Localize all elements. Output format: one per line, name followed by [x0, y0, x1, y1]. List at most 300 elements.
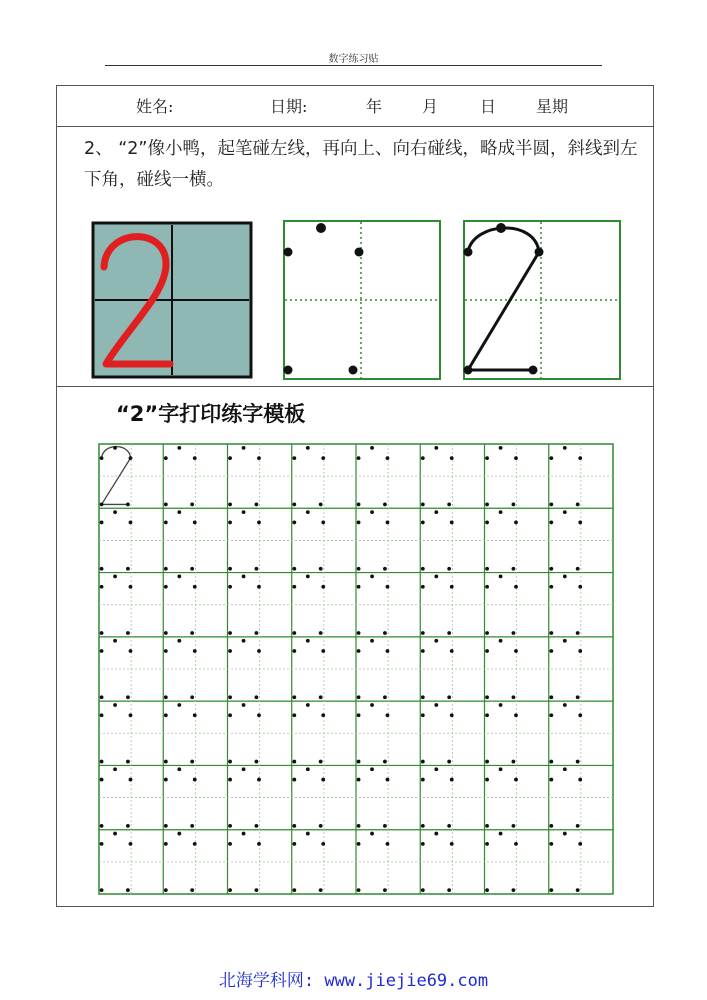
grid-guide-dot	[421, 824, 425, 828]
grid-guide-dot	[193, 713, 197, 717]
grid-guide-dot	[514, 456, 518, 460]
grid-guide-dot	[563, 510, 567, 514]
guide-dot	[464, 248, 473, 257]
grid-guide-dot	[499, 703, 503, 707]
grid-guide-dot	[242, 510, 246, 514]
grid-guide-dot	[228, 695, 232, 699]
grid-guide-dot	[306, 510, 310, 514]
grid-guide-dot	[193, 649, 197, 653]
grid-guide-dot	[129, 585, 133, 589]
grid-guide-dot	[383, 503, 387, 507]
grid-guide-dot	[190, 631, 194, 635]
grid-guide-dot	[100, 585, 104, 589]
grid-guide-dot	[319, 888, 323, 892]
grid-guide-dot	[292, 778, 296, 782]
grid-guide-dot	[228, 842, 232, 846]
grid-guide-dot	[499, 446, 503, 450]
grid-guide-dot	[177, 510, 181, 514]
grid-guide-dot	[563, 575, 567, 579]
grid-guide-dot	[164, 888, 168, 892]
grid-guide-dot	[100, 778, 104, 782]
grid-guide-dot	[485, 456, 489, 460]
grid-guide-dot	[512, 888, 516, 892]
grid-guide-dot	[319, 631, 323, 635]
grid-guide-dot	[578, 713, 582, 717]
grid-guide-dot	[190, 503, 194, 507]
grid-guide-dot	[177, 832, 181, 836]
grid-guide-dot	[193, 778, 197, 782]
stroke-guide-box	[463, 220, 621, 380]
grid-guide-dot	[370, 767, 374, 771]
grid-guide-dot	[164, 778, 168, 782]
day-label: 日	[480, 97, 497, 116]
grid-guide-dot	[370, 510, 374, 514]
grid-guide-dot	[292, 631, 296, 635]
grid-guide-dot	[386, 778, 390, 782]
grid-guide-dot	[549, 631, 553, 635]
grid-guide-dot	[319, 760, 323, 764]
grid-guide-dot	[228, 521, 232, 525]
grid-guide-dot	[321, 521, 325, 525]
grid-guide-dot	[255, 631, 259, 635]
grid-guide-dot	[447, 760, 451, 764]
grid-guide-dot	[386, 842, 390, 846]
grid-guide-dot	[421, 695, 425, 699]
grid-guide-dot	[485, 778, 489, 782]
grid-guide-dot	[549, 567, 553, 571]
grid-guide-dot	[164, 713, 168, 717]
row-divider	[56, 126, 654, 127]
grid-guide-dot	[193, 521, 197, 525]
guide-dot	[529, 366, 538, 375]
grid-guide-dot	[450, 456, 454, 460]
grid-guide-dot	[434, 510, 438, 514]
grid-guide-dot	[450, 842, 454, 846]
grid-guide-dot	[126, 503, 130, 507]
grid-guide-dot	[129, 456, 133, 460]
grid-guide-dot	[421, 778, 425, 782]
grid-guide-dot	[485, 824, 489, 828]
grid-guide-dot	[242, 832, 246, 836]
grid-guide-dot	[242, 446, 246, 450]
grid-guide-dot	[100, 713, 104, 717]
grid-guide-dot	[228, 585, 232, 589]
grid-guide-dot	[421, 521, 425, 525]
grid-guide-dot	[292, 521, 296, 525]
guide-dot	[355, 248, 364, 257]
grid-guide-dot	[292, 585, 296, 589]
grid-guide-dot	[228, 888, 232, 892]
grid-guide-dot	[193, 842, 197, 846]
grid-guide-dot	[319, 567, 323, 571]
grid-guide-dot	[100, 649, 104, 653]
grid-guide-dot	[292, 760, 296, 764]
grid-guide-dot	[386, 521, 390, 525]
guide-dot	[496, 223, 506, 233]
template-title: “2”字打印练字模板	[116, 402, 306, 426]
grid-guide-dot	[126, 760, 130, 764]
grid-guide-dot	[549, 824, 553, 828]
grid-guide-dot	[190, 760, 194, 764]
grid-guide-dot	[447, 567, 451, 571]
grid-guide-dot	[228, 760, 232, 764]
weekday-label: 星期	[536, 97, 569, 116]
grid-guide-dot	[164, 760, 168, 764]
grid-guide-dot	[386, 713, 390, 717]
grid-guide-dot	[228, 456, 232, 460]
guide-dot	[349, 366, 358, 375]
grid-guide-dot	[514, 713, 518, 717]
grid-guide-dot	[100, 503, 104, 507]
grid-guide-dot	[242, 575, 246, 579]
grid-guide-dot	[485, 585, 489, 589]
grid-guide-dot	[190, 695, 194, 699]
grid-guide-dot	[177, 446, 181, 450]
grid-guide-dot	[563, 703, 567, 707]
grid-guide-dot	[421, 649, 425, 653]
grid-guide-dot	[357, 503, 361, 507]
grid-guide-dot	[549, 713, 553, 717]
grid-guide-dot	[576, 567, 580, 571]
grid-guide-dot	[434, 639, 438, 643]
grid-guide-dot	[190, 888, 194, 892]
grid-guide-dot	[228, 824, 232, 828]
grid-guide-dot	[164, 567, 168, 571]
name-label: 姓名:	[136, 97, 174, 116]
grid-guide-dot	[129, 842, 133, 846]
grid-guide-dot	[485, 713, 489, 717]
grid-guide-dot	[228, 713, 232, 717]
grid-guide-dot	[434, 767, 438, 771]
grid-guide-dot	[113, 767, 117, 771]
year-label: 年	[366, 97, 383, 116]
grid-guide-dot	[319, 695, 323, 699]
grid-guide-dot	[485, 649, 489, 653]
grid-guide-dot	[563, 446, 567, 450]
grid-guide-dot	[292, 649, 296, 653]
grid-guide-dot	[257, 585, 261, 589]
grid-guide-dot	[447, 888, 451, 892]
grid-guide-dot	[383, 888, 387, 892]
grid-guide-dot	[357, 842, 361, 846]
grid-guide-dot	[100, 842, 104, 846]
grid-guide-dot	[370, 832, 374, 836]
dot-guide-box	[283, 220, 441, 380]
grid-guide-dot	[576, 824, 580, 828]
grid-guide-dot	[228, 631, 232, 635]
grid-guide-dot	[177, 639, 181, 643]
grid-guide-dot	[549, 649, 553, 653]
grid-guide-dot	[370, 639, 374, 643]
grid-guide-dot	[129, 649, 133, 653]
guide-dot	[284, 366, 293, 375]
grid-guide-dot	[321, 842, 325, 846]
grid-guide-dot	[129, 778, 133, 782]
grid-guide-dot	[578, 521, 582, 525]
grid-guide-dot	[292, 567, 296, 571]
grid-guide-dot	[100, 695, 104, 699]
grid-guide-dot	[292, 888, 296, 892]
grid-guide-dot	[242, 703, 246, 707]
grid-guide-dot	[255, 824, 259, 828]
grid-guide-dot	[228, 649, 232, 653]
grid-guide-dot	[549, 521, 553, 525]
grid-guide-dot	[512, 760, 516, 764]
grid-guide-dot	[383, 631, 387, 635]
grid-guide-dot	[321, 778, 325, 782]
grid-guide-dot	[113, 510, 117, 514]
grid-guide-dot	[292, 824, 296, 828]
grid-guide-dot	[126, 888, 130, 892]
page-header: 数字练习贴	[328, 54, 379, 65]
grid-guide-dot	[447, 824, 451, 828]
grid-guide-dot	[164, 649, 168, 653]
grid-guide-dot	[306, 575, 310, 579]
date-label: 日期:	[270, 97, 308, 116]
grid-guide-dot	[421, 760, 425, 764]
grid-guide-dot	[421, 713, 425, 717]
grid-guide-dot	[357, 585, 361, 589]
grid-guide-dot	[549, 760, 553, 764]
grid-guide-dot	[100, 567, 104, 571]
grid-guide-dot	[255, 760, 259, 764]
grid-guide-dot	[450, 521, 454, 525]
grid-guide-dot	[434, 575, 438, 579]
grid-guide-dot	[321, 585, 325, 589]
grid-guide-dot	[242, 767, 246, 771]
grid-guide-dot	[386, 649, 390, 653]
grid-guide-dot	[357, 567, 361, 571]
grid-guide-dot	[499, 575, 503, 579]
guide-dot	[284, 248, 293, 257]
grid-guide-dot	[257, 713, 261, 717]
guide-dot	[316, 223, 326, 233]
grid-guide-dot	[177, 575, 181, 579]
grid-guide-dot	[421, 456, 425, 460]
grid-guide-dot	[255, 888, 259, 892]
grid-guide-dot	[292, 842, 296, 846]
grid-guide-dot	[578, 585, 582, 589]
grid-guide-dot	[357, 521, 361, 525]
grid-guide-dot	[255, 567, 259, 571]
grid-guide-dot	[257, 521, 261, 525]
grid-guide-dot	[113, 575, 117, 579]
grid-guide-dot	[319, 503, 323, 507]
grid-guide-dot	[228, 503, 232, 507]
grid-guide-dot	[306, 703, 310, 707]
grid-guide-dot	[386, 585, 390, 589]
grid-guide-dot	[549, 503, 553, 507]
grid-guide-dot	[228, 567, 232, 571]
grid-guide-dot	[292, 456, 296, 460]
grid-guide-dot	[257, 456, 261, 460]
grid-guide-dot	[242, 639, 246, 643]
grid-guide-dot	[100, 888, 104, 892]
grid-guide-dot	[190, 567, 194, 571]
grid-guide-dot	[576, 760, 580, 764]
grid-guide-dot	[129, 521, 133, 525]
grid-guide-dot	[485, 503, 489, 507]
grid-guide-dot	[421, 888, 425, 892]
grid-guide-dot	[485, 760, 489, 764]
grid-guide-dot	[512, 503, 516, 507]
grid-guide-dot	[164, 585, 168, 589]
grid-guide-dot	[257, 649, 261, 653]
grid-guide-dot	[450, 585, 454, 589]
grid-guide-dot	[321, 456, 325, 460]
grid-guide-dot	[357, 778, 361, 782]
grid-guide-dot	[421, 842, 425, 846]
grid-guide-dot	[100, 824, 104, 828]
grid-guide-dot	[576, 695, 580, 699]
grid-guide-dot	[576, 503, 580, 507]
grid-guide-dot	[228, 778, 232, 782]
grid-guide-dot	[450, 713, 454, 717]
footer-watermark: 北海学科网: www.jiejie69.com	[218, 971, 489, 991]
grid-guide-dot	[164, 824, 168, 828]
grid-guide-dot	[563, 832, 567, 836]
grid-guide-dot	[450, 649, 454, 653]
grid-guide-dot	[321, 713, 325, 717]
grid-guide-dot	[100, 521, 104, 525]
grid-guide-dot	[485, 567, 489, 571]
grid-guide-dot	[126, 631, 130, 635]
grid-guide-dot	[177, 767, 181, 771]
grid-guide-dot	[164, 695, 168, 699]
grid-guide-dot	[578, 842, 582, 846]
grid-guide-dot	[499, 639, 503, 643]
grid-guide-dot	[257, 842, 261, 846]
grid-guide-dot	[447, 631, 451, 635]
grid-guide-dot	[255, 695, 259, 699]
grid-guide-dot	[306, 832, 310, 836]
grid-guide-dot	[576, 888, 580, 892]
grid-guide-dot	[578, 456, 582, 460]
grid-guide-dot	[126, 695, 130, 699]
grid-guide-dot	[100, 760, 104, 764]
grid-guide-dot	[357, 695, 361, 699]
grid-guide-dot	[255, 503, 259, 507]
grid-guide-dot	[421, 503, 425, 507]
grid-guide-dot	[499, 832, 503, 836]
grid-guide-dot	[514, 842, 518, 846]
grid-guide-dot	[306, 767, 310, 771]
grid-guide-dot	[514, 649, 518, 653]
grid-guide-dot	[306, 639, 310, 643]
month-label: 月	[422, 97, 439, 116]
grid-guide-dot	[512, 631, 516, 635]
grid-guide-dot	[549, 456, 553, 460]
grid-guide-dot	[319, 824, 323, 828]
grid-guide-dot	[126, 824, 130, 828]
grid-guide-dot	[113, 703, 117, 707]
grid-guide-dot	[447, 695, 451, 699]
grid-guide-dot	[321, 649, 325, 653]
grid-guide-dot	[485, 888, 489, 892]
grid-guide-dot	[164, 503, 168, 507]
grid-guide-dot	[512, 824, 516, 828]
grid-guide-dot	[421, 631, 425, 635]
grid-guide-dot	[576, 631, 580, 635]
grid-guide-dot	[292, 713, 296, 717]
row-divider	[56, 386, 654, 387]
grid-guide-dot	[578, 778, 582, 782]
guide-dot	[535, 248, 544, 257]
grid-guide-dot	[514, 778, 518, 782]
grid-guide-dot	[514, 585, 518, 589]
grid-guide-dot	[512, 567, 516, 571]
grid-guide-dot	[306, 446, 310, 450]
grid-guide-dot	[549, 695, 553, 699]
guide-dot	[464, 366, 473, 375]
grid-guide-dot	[193, 585, 197, 589]
grid-guide-dot	[370, 446, 374, 450]
grid-guide-dot	[383, 760, 387, 764]
grid-guide-dot	[499, 767, 503, 771]
grid-guide-dot	[549, 888, 553, 892]
grid-guide-dot	[357, 456, 361, 460]
grid-guide-dot	[499, 510, 503, 514]
grid-guide-dot	[549, 585, 553, 589]
grid-guide-dot	[292, 695, 296, 699]
grid-guide-dot	[447, 503, 451, 507]
grid-guide-dot	[370, 703, 374, 707]
grid-guide-dot	[485, 521, 489, 525]
grid-guide-dot	[292, 503, 296, 507]
grid-guide-dot	[563, 767, 567, 771]
grid-guide-dot	[549, 778, 553, 782]
grid-guide-dot	[357, 888, 361, 892]
grid-guide-dot	[370, 575, 374, 579]
grid-guide-dot	[383, 824, 387, 828]
grid-guide-dot	[357, 649, 361, 653]
grid-guide-dot	[578, 649, 582, 653]
grid-guide-dot	[386, 456, 390, 460]
grid-guide-dot	[257, 778, 261, 782]
grid-guide-dot	[113, 832, 117, 836]
grid-guide-dot	[514, 521, 518, 525]
practice-grid	[99, 444, 613, 894]
grid-guide-dot	[450, 778, 454, 782]
grid-guide-dot	[421, 567, 425, 571]
grid-guide-dot	[485, 631, 489, 635]
grid-guide-dot	[512, 695, 516, 699]
grid-guide-dot	[100, 456, 104, 460]
grid-guide-dot	[164, 521, 168, 525]
header-rule	[105, 65, 602, 66]
grid-guide-dot	[113, 446, 117, 450]
grid-guide-dot	[177, 703, 181, 707]
grid-guide-dot	[129, 713, 133, 717]
model-digit-box	[92, 222, 252, 378]
grid-guide-dot	[126, 567, 130, 571]
grid-guide-dot	[100, 631, 104, 635]
grid-guide-dot	[383, 695, 387, 699]
grid-guide-dot	[113, 639, 117, 643]
grid-guide-dot	[434, 832, 438, 836]
grid-guide-dot	[383, 567, 387, 571]
instruction-text: 2、 “2”像小鸭，起笔碰左线，再向上、向右碰线，略成半圆，斜线到左下角，碰线一横。	[84, 139, 638, 190]
grid-guide-dot	[357, 713, 361, 717]
grid-guide-dot	[421, 585, 425, 589]
grid-guide-dot	[357, 631, 361, 635]
grid-guide-dot	[549, 842, 553, 846]
grid-guide-dot	[190, 824, 194, 828]
grid-guide-dot	[164, 456, 168, 460]
grid-guide-dot	[357, 760, 361, 764]
grid-guide-dot	[434, 703, 438, 707]
grid-guide-dot	[485, 842, 489, 846]
